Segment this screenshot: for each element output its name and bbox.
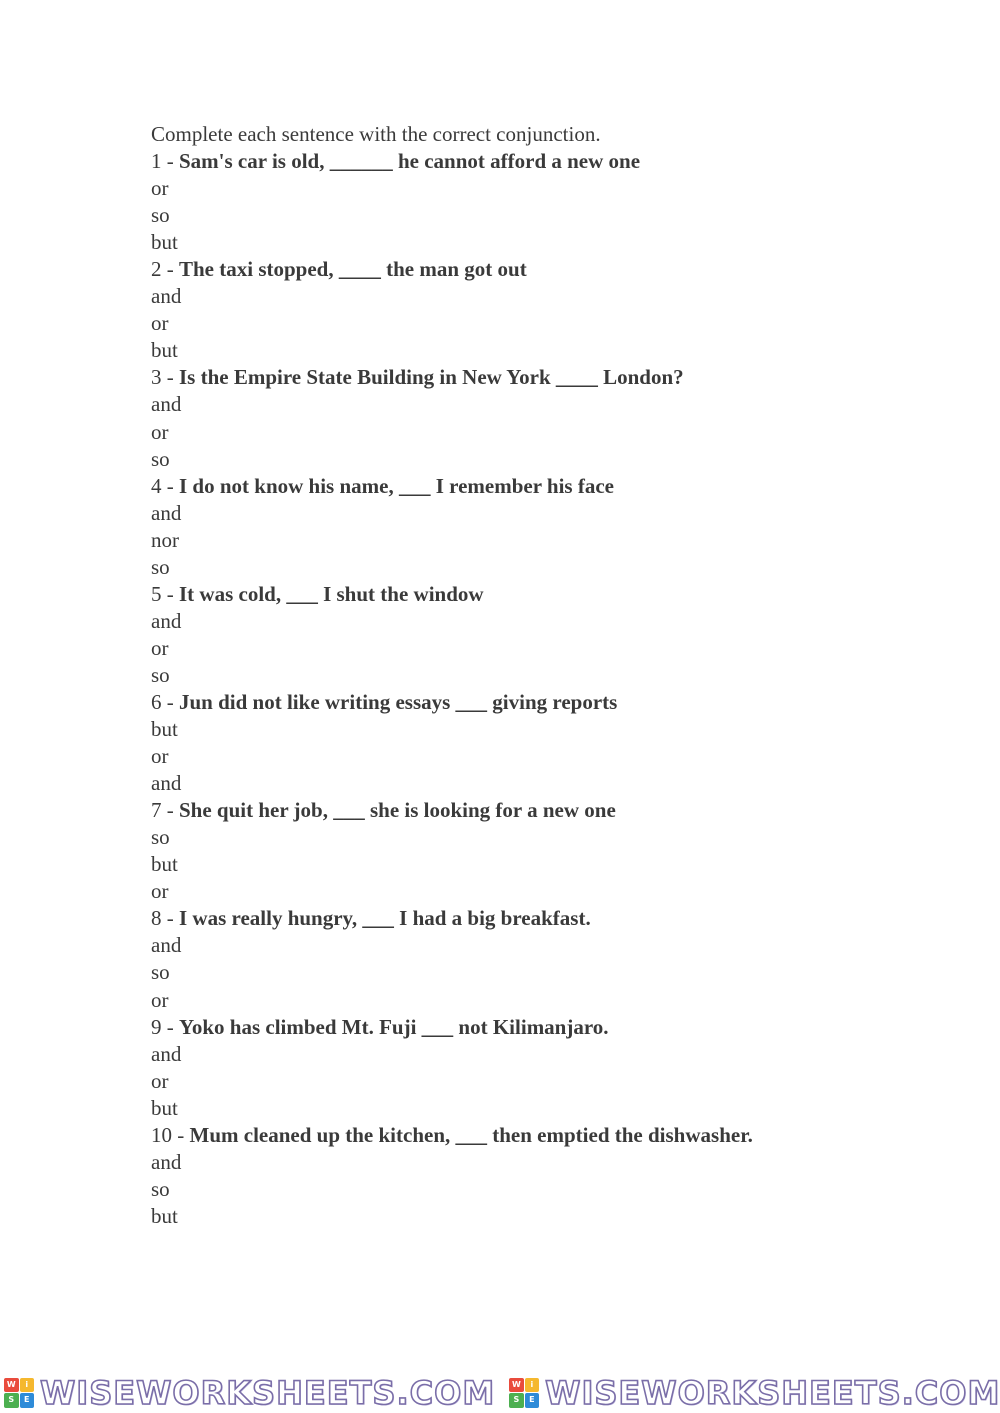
answer-option[interactable]: but [151,852,178,877]
logo-tile: S [509,1393,524,1408]
logo-icon [509,1378,539,1408]
answer-option[interactable]: but [151,1203,178,1228]
answer-option[interactable]: or [151,176,169,201]
question-line [151,148,951,175]
instructions: Complete each sentence with the correct conjunction. [151,122,601,146]
question-line [151,1014,951,1041]
answer-option[interactable]: or [151,419,169,444]
answer-option[interactable]: so [151,1176,170,1201]
question-line [151,256,951,283]
question-number: 7 - [151,798,179,823]
answer-option[interactable]: so [151,960,170,985]
logo-tile: W [4,1378,19,1393]
answer-option[interactable]: but [151,338,178,363]
answer-option[interactable]: nor [151,527,179,552]
answer-option[interactable]: and [151,392,182,417]
question-text: Jun did not like writing essays ___ giving reports [179,689,618,714]
worksheet [151,121,951,1230]
logo-tile: S [4,1393,19,1408]
question-line [151,797,951,824]
logo-tile: W [509,1378,524,1393]
question-number: 9 - [151,1014,179,1039]
question-text: I do not know his name, ___ I remember his face [179,473,614,498]
logo-tile: i [525,1378,540,1393]
question-text: Mum cleaned up the kitchen, ___ then emptied the dishwasher. [189,1122,753,1147]
answer-option[interactable]: but [151,230,178,255]
question-text: I was really hungry, ___ I had a big breakfast. [179,906,591,931]
question-text: Sam's car is old, ______ he cannot afford a new one [179,149,641,174]
question-number: 5 - [151,581,179,606]
question-line [151,581,951,608]
footer-banner [0,1372,1000,1413]
question-list [151,148,951,1230]
question-number: 3 - [151,365,179,390]
question-line [151,1122,951,1149]
question-text: It was cold, ___ I shut the window [179,581,484,606]
answer-option[interactable]: so [151,554,170,579]
question-number: 2 - [151,257,179,282]
logo-tile: i [20,1378,35,1393]
question-text: Yoko has climbed Mt. Fuji ___ not Kilimanjaro. [179,1014,609,1039]
answer-option[interactable]: so [151,203,170,228]
logo-icon [4,1378,34,1408]
question-number: 10 - [151,1122,190,1147]
answer-option[interactable]: and [151,1041,182,1066]
answer-option[interactable]: but [151,717,178,742]
question-line [151,905,951,932]
brand-right [505,1372,1000,1413]
question-number: 6 - [151,689,179,714]
answer-option[interactable]: or [151,987,169,1012]
question-text: The taxi stopped, ____ the man got out [179,257,527,282]
brand-text: WISEWORKSHEETS.COM [40,1373,496,1412]
answer-option[interactable]: and [151,500,182,525]
question-number: 1 - [151,149,179,174]
question-number: 8 - [151,906,179,931]
brand-left [0,1372,495,1413]
answer-option[interactable]: but [151,1095,178,1120]
answer-option[interactable]: so [151,662,170,687]
question-line [151,364,951,391]
answer-option[interactable]: or [151,1068,169,1093]
answer-option[interactable]: and [151,933,182,958]
answer-option[interactable]: and [151,1149,182,1174]
question-text: She quit her job, ___ she is looking for a new one [179,798,616,823]
answer-option[interactable]: so [151,825,170,850]
logo-tile: E [20,1393,35,1408]
question-line [151,689,951,716]
answer-option[interactable]: or [151,744,169,769]
question-text: Is the Empire State Building in New York ____ London? [179,365,684,390]
brand-text: WISEWORKSHEETS.COM [545,1373,1000,1412]
answer-option[interactable]: or [151,311,169,336]
question-line [151,473,951,500]
answer-option[interactable]: or [151,635,169,660]
answer-option[interactable]: so [151,446,170,471]
answer-option[interactable]: or [151,879,169,904]
answer-option[interactable]: and [151,771,182,796]
answer-option[interactable]: and [151,284,182,309]
question-number: 4 - [151,473,179,498]
answer-option[interactable]: and [151,608,182,633]
logo-tile: E [525,1393,540,1408]
